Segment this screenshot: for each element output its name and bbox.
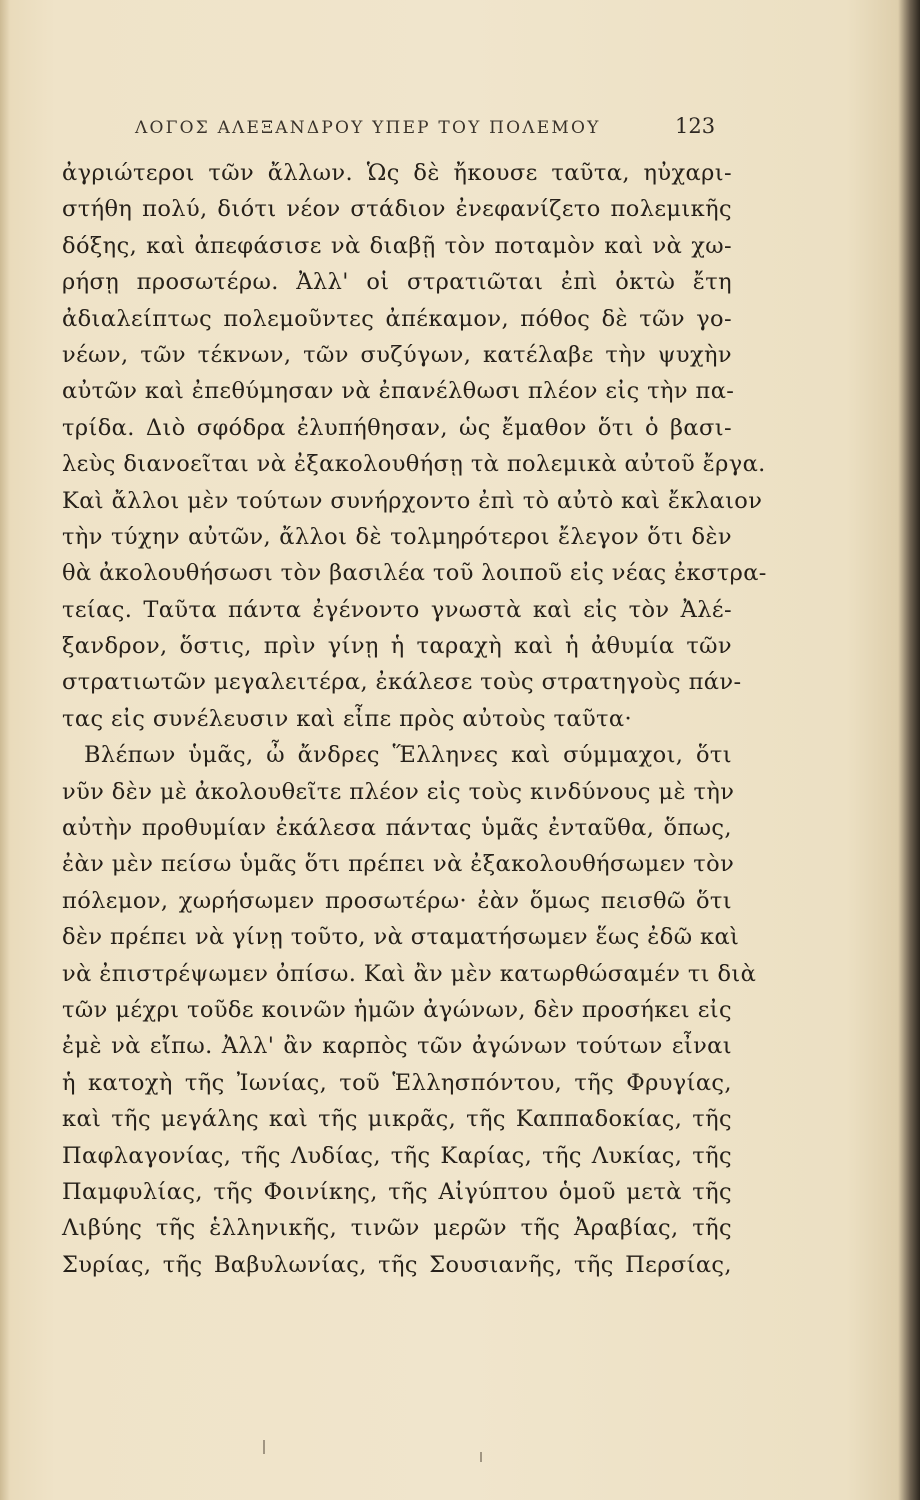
text-line: στήθη πολύ, διότι νέον στάδιον ἐνεφανίζετο πολεμικῆς xyxy=(62,196,732,223)
text-line: αὐτῶν καὶ ἐπεθύμησαν νὰ ἐπανέλθωσι πλέον εἰς τὴν πα- xyxy=(62,378,735,405)
text-line: τρίδα. Διὸ σφόδρα ἐλυπήθησαν, ὡς ἔμαθον ὅτι ὁ βασι- xyxy=(62,414,732,441)
text-line: λεὺς διανοεῖται νὰ ἐξακολουθήσῃ τὰ πολεμικὰ αὐτοῦ ἔργα. xyxy=(62,451,766,478)
text-line: νῦν δὲν μὲ ἀκολουθεῖτε πλέον εἰς τοὺς κινδύνους μὲ τὴν xyxy=(62,778,735,805)
paper-speck xyxy=(263,1440,265,1454)
text-line: ἐὰν μὲν πείσω ὑμᾶς ὅτι πρέπει νὰ ἐξακολουθήσωμεν τὸν xyxy=(62,851,735,878)
paragraph-first-line: Βλέπων ὑμᾶς, ὦ ἄνδρες Ἕλληνες καὶ σύμμαχοι, ὅτι xyxy=(84,742,732,769)
text-line: δὲν πρέπει νὰ γίνῃ τοῦτο, νὰ σταματήσωμεν ἕως ἐδῶ καὶ xyxy=(62,924,740,951)
text-line: ἀγριώτεροι τῶν ἄλλων. Ὡς δὲ ἤκουσε ταῦτα, ηὐχαρι- xyxy=(62,160,732,186)
text-line: Παφλαγονίας, τῆς Λυδίας, τῆς Καρίας, τῆς Λυκίας, τῆς xyxy=(62,1142,732,1169)
text-line: ἀδιαλείπτως πολεμοῦντες ἀπέκαμον, πόθος δὲ τῶν γο- xyxy=(62,305,732,332)
page-edge-shadow xyxy=(898,0,920,1500)
text-line: θὰ ἀκολουθήσωσι τὸν βασιλέα τοῦ λοιποῦ εἰς νέας ἐκστρα- xyxy=(62,560,767,587)
text-line: τας εἰς συνέλευσιν καὶ εἶπε πρὸς αὐτοὺς ταῦτα· xyxy=(62,705,633,732)
text-line: ξανδρον, ὅστις, πρὶν γίνῃ ἡ ταραχὴ καὶ ἡ ἀθυμία τῶν xyxy=(62,633,732,660)
text-line: καὶ τῆς μεγάλης καὶ τῆς μικρᾶς, τῆς Καππαδοκίας, τῆς xyxy=(62,1106,732,1133)
paper-speck xyxy=(480,1452,482,1462)
text-line: Παμφυλίας, τῆς Φοινίκης, τῆς Αἰγύπτου ὁμοῦ μετὰ τῆς xyxy=(62,1178,732,1205)
text-line: Συρίας, τῆς Βαβυλωνίας, τῆς Σουσιανῆς, τῆς Περσίας, xyxy=(62,1251,732,1278)
page-number: 123 xyxy=(675,114,716,138)
text-line: νέων, τῶν τέκνων, τῶν συζύγων, κατέλαβε τὴν ψυχὴν xyxy=(62,341,732,368)
text-line: τὴν τύχην αὐτῶν, ἄλλοι δὲ τολμηρότεροι ἔλεγον ὅτι δὲν xyxy=(62,523,732,550)
text-line: ἡ κατοχὴ τῆς Ἰωνίας, τοῦ Ἑλλησπόντου, τῆς Φρυγίας, xyxy=(62,1069,732,1096)
text-line: ρήσῃ προσωτέρω. Ἀλλ' οἱ στρατιῶται ἐπὶ ὀκτὼ ἔτη xyxy=(62,269,732,296)
text-line: δόξης, καὶ ἀπεφάσισε νὰ διαβῇ τὸν ποταμὸν καὶ νὰ χω- xyxy=(62,232,732,259)
text-line: στρατιωτῶν μεγαλειτέρα, ἐκάλεσε τοὺς στρατηγοὺς πάν- xyxy=(62,669,742,696)
text-line: τῶν μέχρι τοῦδε κοινῶν ἡμῶν ἀγώνων, δὲν προσήκει εἰς xyxy=(62,996,732,1023)
text-line: Καὶ ἄλλοι μὲν τούτων συνήρχοντο ἐπὶ τὸ αὐτὸ καὶ ἔκλαιον xyxy=(62,487,763,514)
text-line: πόλεμον, χωρήσωμεν προσωτέρω· ἐὰν ὅμως πεισθῶ ὅτι xyxy=(62,887,732,914)
text-line: τείας. Ταῦτα πάντα ἐγένοντο γνωστὰ καὶ εἰς τὸν Ἀλέ- xyxy=(62,596,732,623)
page-gutter-shadow xyxy=(0,0,10,1500)
text-line: νὰ ἐπιστρέψωμεν ὀπίσω. Καὶ ἂν μὲν κατωρθώσαμέν τι διὰ xyxy=(62,960,757,987)
text-line: αὐτὴν προθυμίαν ἐκάλεσα πάντας ὑμᾶς ἐνταῦθα, ὅπως, xyxy=(62,815,732,842)
body-text xyxy=(62,155,767,1283)
text-line: ἐμὲ νὰ εἴπω. Ἀλλ' ἂν καρπὸς τῶν ἀγώνων τούτων εἶναι xyxy=(62,1033,732,1060)
running-header: ΛΟΓΟΣ ΑΛΕΞΑΝΔΡΟΥ ΥΠΕΡ ΤΟΥ ΠΟΛΕΜΟΥ xyxy=(135,118,601,138)
text-line: Λιβύης τῆς ἑλληνικῆς, τινῶν μερῶν τῆς Ἀραβίας, τῆς xyxy=(62,1215,732,1242)
